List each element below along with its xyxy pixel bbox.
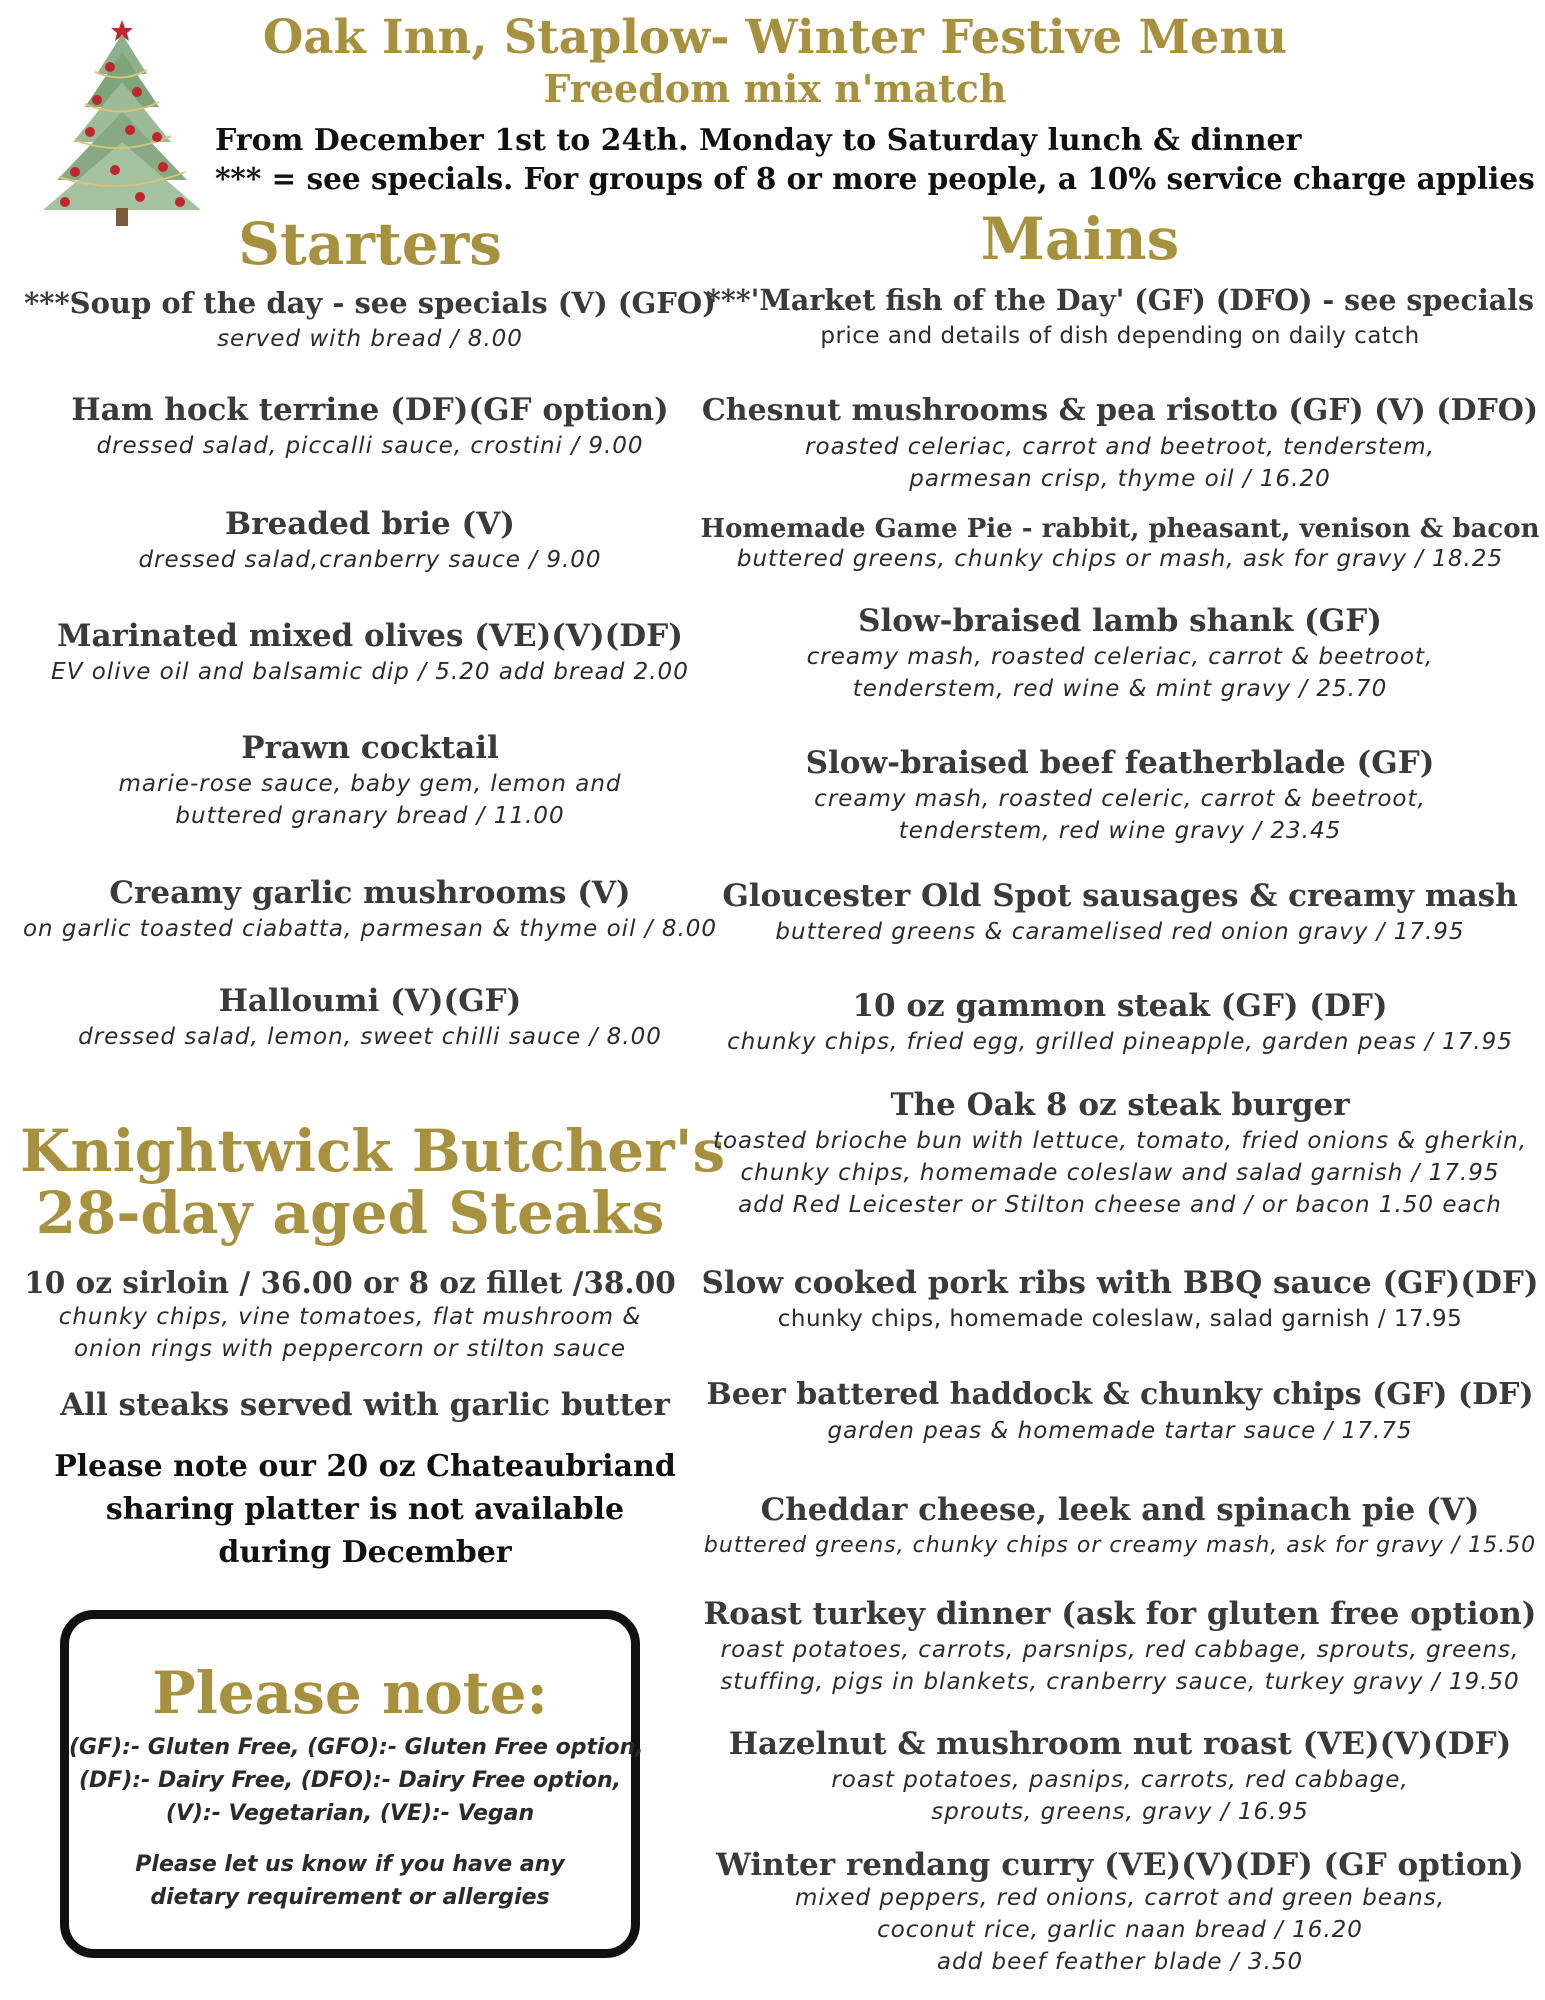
dish-desc: dressed salad,cranberry sauce / 9.00: [138, 547, 602, 573]
dish-name: Halloumi (V)(GF): [218, 983, 522, 1019]
dish-desc: sprouts, greens, gravy / 16.95: [931, 1799, 1309, 1825]
dish-desc: garden peas & homemade tartar sauce / 17.75: [827, 1418, 1413, 1444]
dish-name: Ham hock terrine (DF)(GF option): [71, 392, 669, 428]
main-item: [700, 743, 1540, 847]
dish-desc: chunky chips, homemade coleslaw, salad garnish / 17.95: [777, 1306, 1463, 1332]
starter-item: [20, 390, 720, 462]
dish-desc: buttered greens, chunky chips or creamy mash, ask for gravy / 15.50: [703, 1533, 1537, 1558]
allergy-note: Please let us know if you have any dietary requirement or allergies: [135, 1852, 565, 1910]
dish-name: Creamy garlic mushrooms (V): [109, 875, 631, 911]
dish-desc: creamy mash, roasted celeric, carrot & beetroot,: [814, 786, 1426, 812]
main-item: [700, 1848, 1540, 1978]
dish-name: Gloucester Old Spot sausages & creamy mash: [722, 878, 1518, 914]
dish-desc: dressed salad, lemon, sweet chilli sauce / 8.00: [78, 1024, 662, 1050]
dish-desc: on garlic toasted ciabatta, parmesan & thyme oil / 8.00: [22, 916, 718, 942]
dish-name: Breaded brie (V): [225, 506, 515, 542]
dish-desc: chunky chips, fried egg, grilled pineapple, garden peas / 17.95: [727, 1029, 1513, 1055]
page-subtitle: Freedom mix n'match: [543, 66, 1007, 111]
main-item: [700, 1085, 1540, 1221]
chateaubriand-note: Please note our 20 oz Chateaubriand sharing platter is not available during December: [54, 1449, 676, 1570]
dish-desc: coconut rice, garlic naan bread / 16.20: [877, 1917, 1363, 1943]
dish-name: Winter rendang curry (VE)(V)(DF) (GF option): [716, 1847, 1524, 1883]
dish-name: The Oak 8 oz steak burger: [890, 1087, 1350, 1123]
mains-title: Mains: [980, 205, 1180, 273]
please-note-box: [60, 1610, 644, 1958]
dish-desc: creamy mash, roasted celeriac, carrot & beetroot,: [806, 644, 1434, 670]
main-item: [700, 986, 1540, 1058]
dish-desc: price and details of dish depending on daily catch: [820, 323, 1420, 349]
dish-desc: marie-rose sauce, baby gem, lemon and: [118, 771, 622, 797]
dish-name: 10 oz sirloin / 36.00 or 8 oz fillet /38.00: [24, 1265, 676, 1300]
dish-desc: stuffing, pigs in blankets, cranberry sauce, turkey gravy / 19.50: [720, 1669, 1520, 1695]
dish-desc: buttered granary bread / 11.00: [175, 803, 565, 829]
steaks-title-line-1: Knightwick Butcher's: [20, 1117, 726, 1185]
starter-item: [20, 283, 720, 355]
dish-desc: roasted celeriac, carrot and beetroot, tenderstem,: [805, 434, 1435, 460]
dish-desc: dressed salad, piccalli sauce, crostini / 9.00: [96, 433, 644, 459]
steaks-title: [20, 1117, 726, 1247]
main-item: [700, 512, 1540, 572]
dish-desc: roast potatoes, pasnips, carrots, red cabbage,: [831, 1767, 1409, 1793]
dish-desc: chunky chips, vine tomatoes, flat mushroom &: [58, 1304, 642, 1330]
main-item: [700, 601, 1540, 705]
main-item: [700, 280, 1540, 352]
dish-name: 10 oz gammon steak (GF) (DF): [852, 988, 1388, 1024]
dish-desc: EV olive oil and balsamic dip / 5.20 add bread 2.00: [51, 659, 689, 685]
starter-item: [20, 728, 720, 832]
dish-desc: tenderstem, red wine gravy / 23.45: [898, 818, 1342, 844]
dish-desc: buttered greens & caramelised red onion gravy / 17.95: [775, 919, 1465, 945]
dish-name: ***'Market fish of the Day' (GF) (DFO) - see specials: [705, 283, 1535, 317]
dish-name: Beer battered haddock & chunky chips (GF) (DF): [706, 1377, 1534, 1412]
main-item: [700, 876, 1540, 948]
starter-item: [20, 873, 720, 945]
dietary-legend: (GF):- Gluten Free, (GFO):- Gluten Free option, (DF):- Dairy Free, (DFO):- Dairy Free option, (V):- Vegetarian, (VE):- Vegan: [69, 1735, 644, 1826]
please-note-title: Please note:: [152, 1659, 548, 1727]
dish-desc: tenderstem, red wine & mint gravy / 25.70: [852, 676, 1388, 702]
dish-name: Slow-braised beef featherblade (GF): [805, 745, 1435, 781]
dish-desc: toasted brioche bun with lettuce, tomato, fried onions & gherkin,: [712, 1128, 1528, 1154]
info-service-charge: *** = see specials. For groups of 8 or more people, a 10% service charge applies: [215, 161, 1535, 196]
dish-desc: add Red Leicester or Stilton cheese and / or bacon 1.50 each: [738, 1192, 1502, 1218]
starter-item: [20, 981, 720, 1053]
dish-name: Hazelnut & mushroom nut roast (VE)(V)(DF): [728, 1726, 1512, 1762]
dish-desc: add beef feather blade / 3.50: [936, 1949, 1304, 1975]
steak-item: [20, 1265, 680, 1365]
steaks-title-line-2: 28-day aged Steaks: [35, 1179, 665, 1247]
dish-name: Marinated mixed olives (VE)(V)(DF): [57, 618, 683, 654]
dish-name: Slow-braised lamb shank (GF): [858, 603, 1382, 639]
christmas-tree-icon: [35, 12, 210, 227]
dish-name: Slow cooked pork ribs with BBQ sauce (GF)(DF): [701, 1265, 1539, 1301]
info-dates: From December 1st to 24th. Monday to Saturday lunch & dinner: [215, 123, 1302, 158]
starters-title: Starters: [238, 210, 502, 278]
dish-desc: onion rings with peppercorn or stilton sauce: [73, 1336, 627, 1362]
dish-name: Homemade Game Pie - rabbit, pheasant, venison & bacon: [700, 514, 1540, 544]
main-item: [700, 1375, 1540, 1447]
dish-name: Prawn cocktail: [241, 730, 499, 766]
starter-item: [20, 616, 720, 688]
dish-name: Chesnut mushrooms & pea risotto (GF) (V) (DFO): [701, 393, 1539, 428]
dish-name: Roast turkey dinner (ask for gluten free option): [703, 1596, 1537, 1632]
dish-desc: chunky chips, homemade coleslaw and salad garnish / 17.95: [740, 1160, 1500, 1186]
dish-desc: parmesan crisp, thyme oil / 16.20: [909, 466, 1331, 492]
main-item: [700, 1490, 1540, 1562]
dish-desc: served with bread / 8.00: [217, 326, 523, 352]
dish-desc: mixed peppers, red onions, carrot and green beans,: [794, 1885, 1446, 1911]
main-item: [700, 1263, 1540, 1335]
dish-desc: roast potatoes, carrots, parsnips, red cabbage, sprouts, greens,: [720, 1637, 1520, 1663]
dish-name: Cheddar cheese, leek and spinach pie (V): [760, 1492, 1480, 1528]
main-item: [700, 1724, 1540, 1828]
main-item: [700, 391, 1540, 495]
dish-name: ***Soup of the day - see specials (V) (GFO): [24, 286, 716, 320]
page-title: Oak Inn, Staplow- Winter Festive Menu: [262, 9, 1288, 64]
main-item: [700, 1594, 1540, 1698]
garlic-butter-note: All steaks served with garlic butter: [60, 1387, 670, 1423]
dish-desc: buttered greens, chunky chips or mash, ask for gravy / 18.25: [736, 546, 1504, 572]
starter-item: [20, 504, 720, 576]
